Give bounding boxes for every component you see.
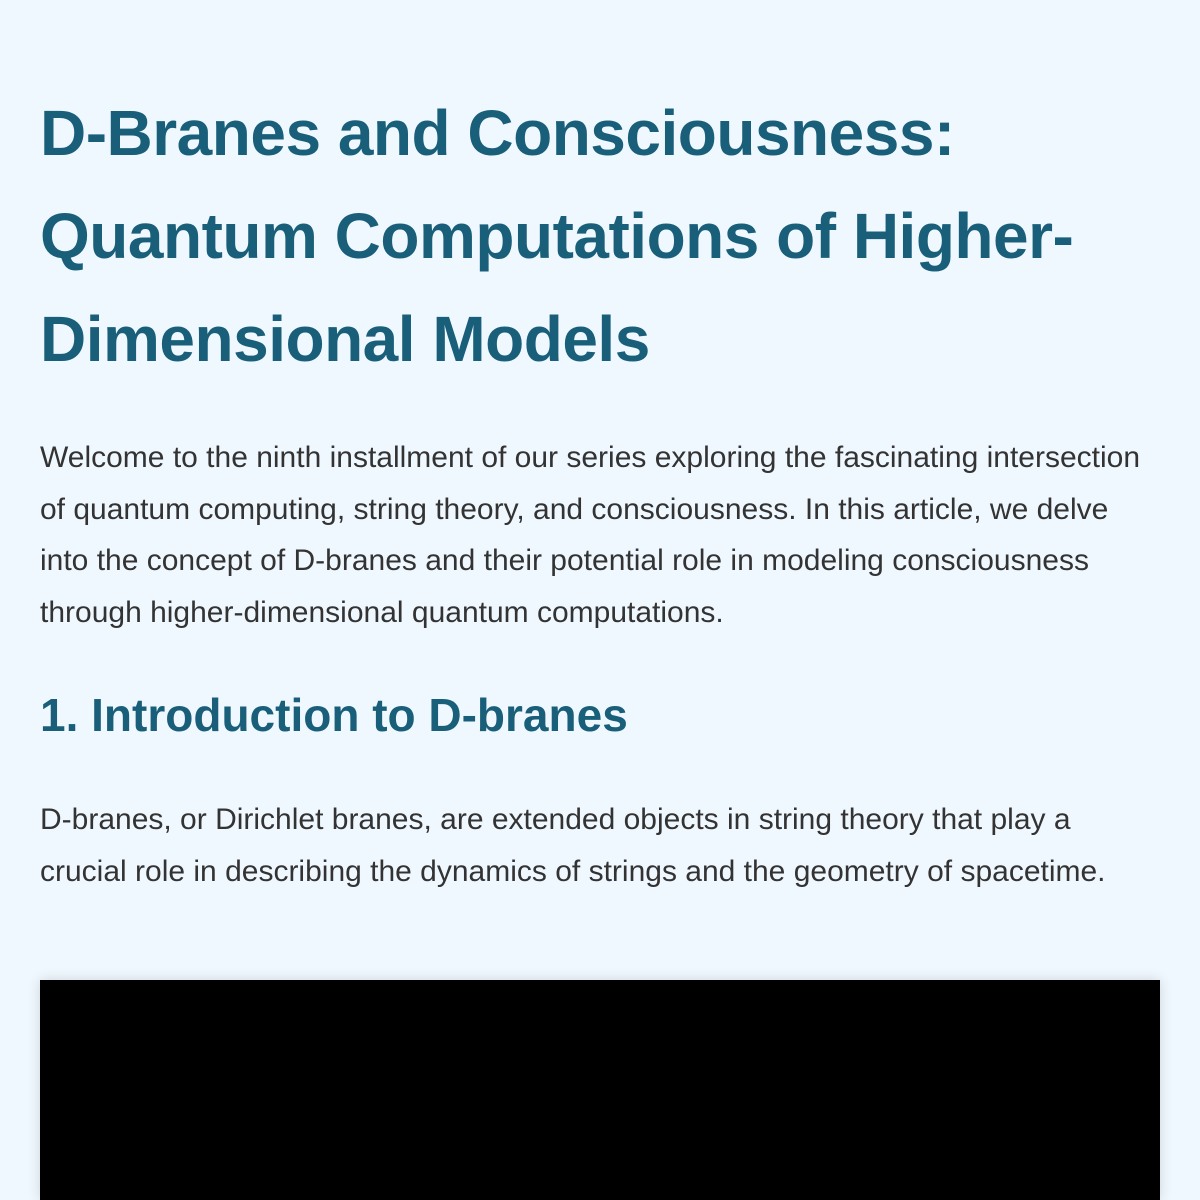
- embedded-media-placeholder: [40, 980, 1160, 1200]
- article-title: D-Branes and Consciousness: Quantum Computations of Higher-Dimensional Models: [40, 97, 1074, 375]
- section-heading: 1. Introduction to D-branes: [40, 689, 628, 741]
- section-paragraph: D-branes, or Dirichlet branes, are extended objects in string theory that play a crucial role in describing the dynamics of strings and the geometry of spacetime.: [40, 803, 1106, 888]
- article-intro-paragraph: Welcome to the ninth installment of our series exploring the fascinating intersection of quantum computing, string theory, and consciousness. In this article, we delve into the concept of D-branes and their potential role in modeling consciousness through higher-dimensional quantum computations.: [40, 441, 1141, 629]
